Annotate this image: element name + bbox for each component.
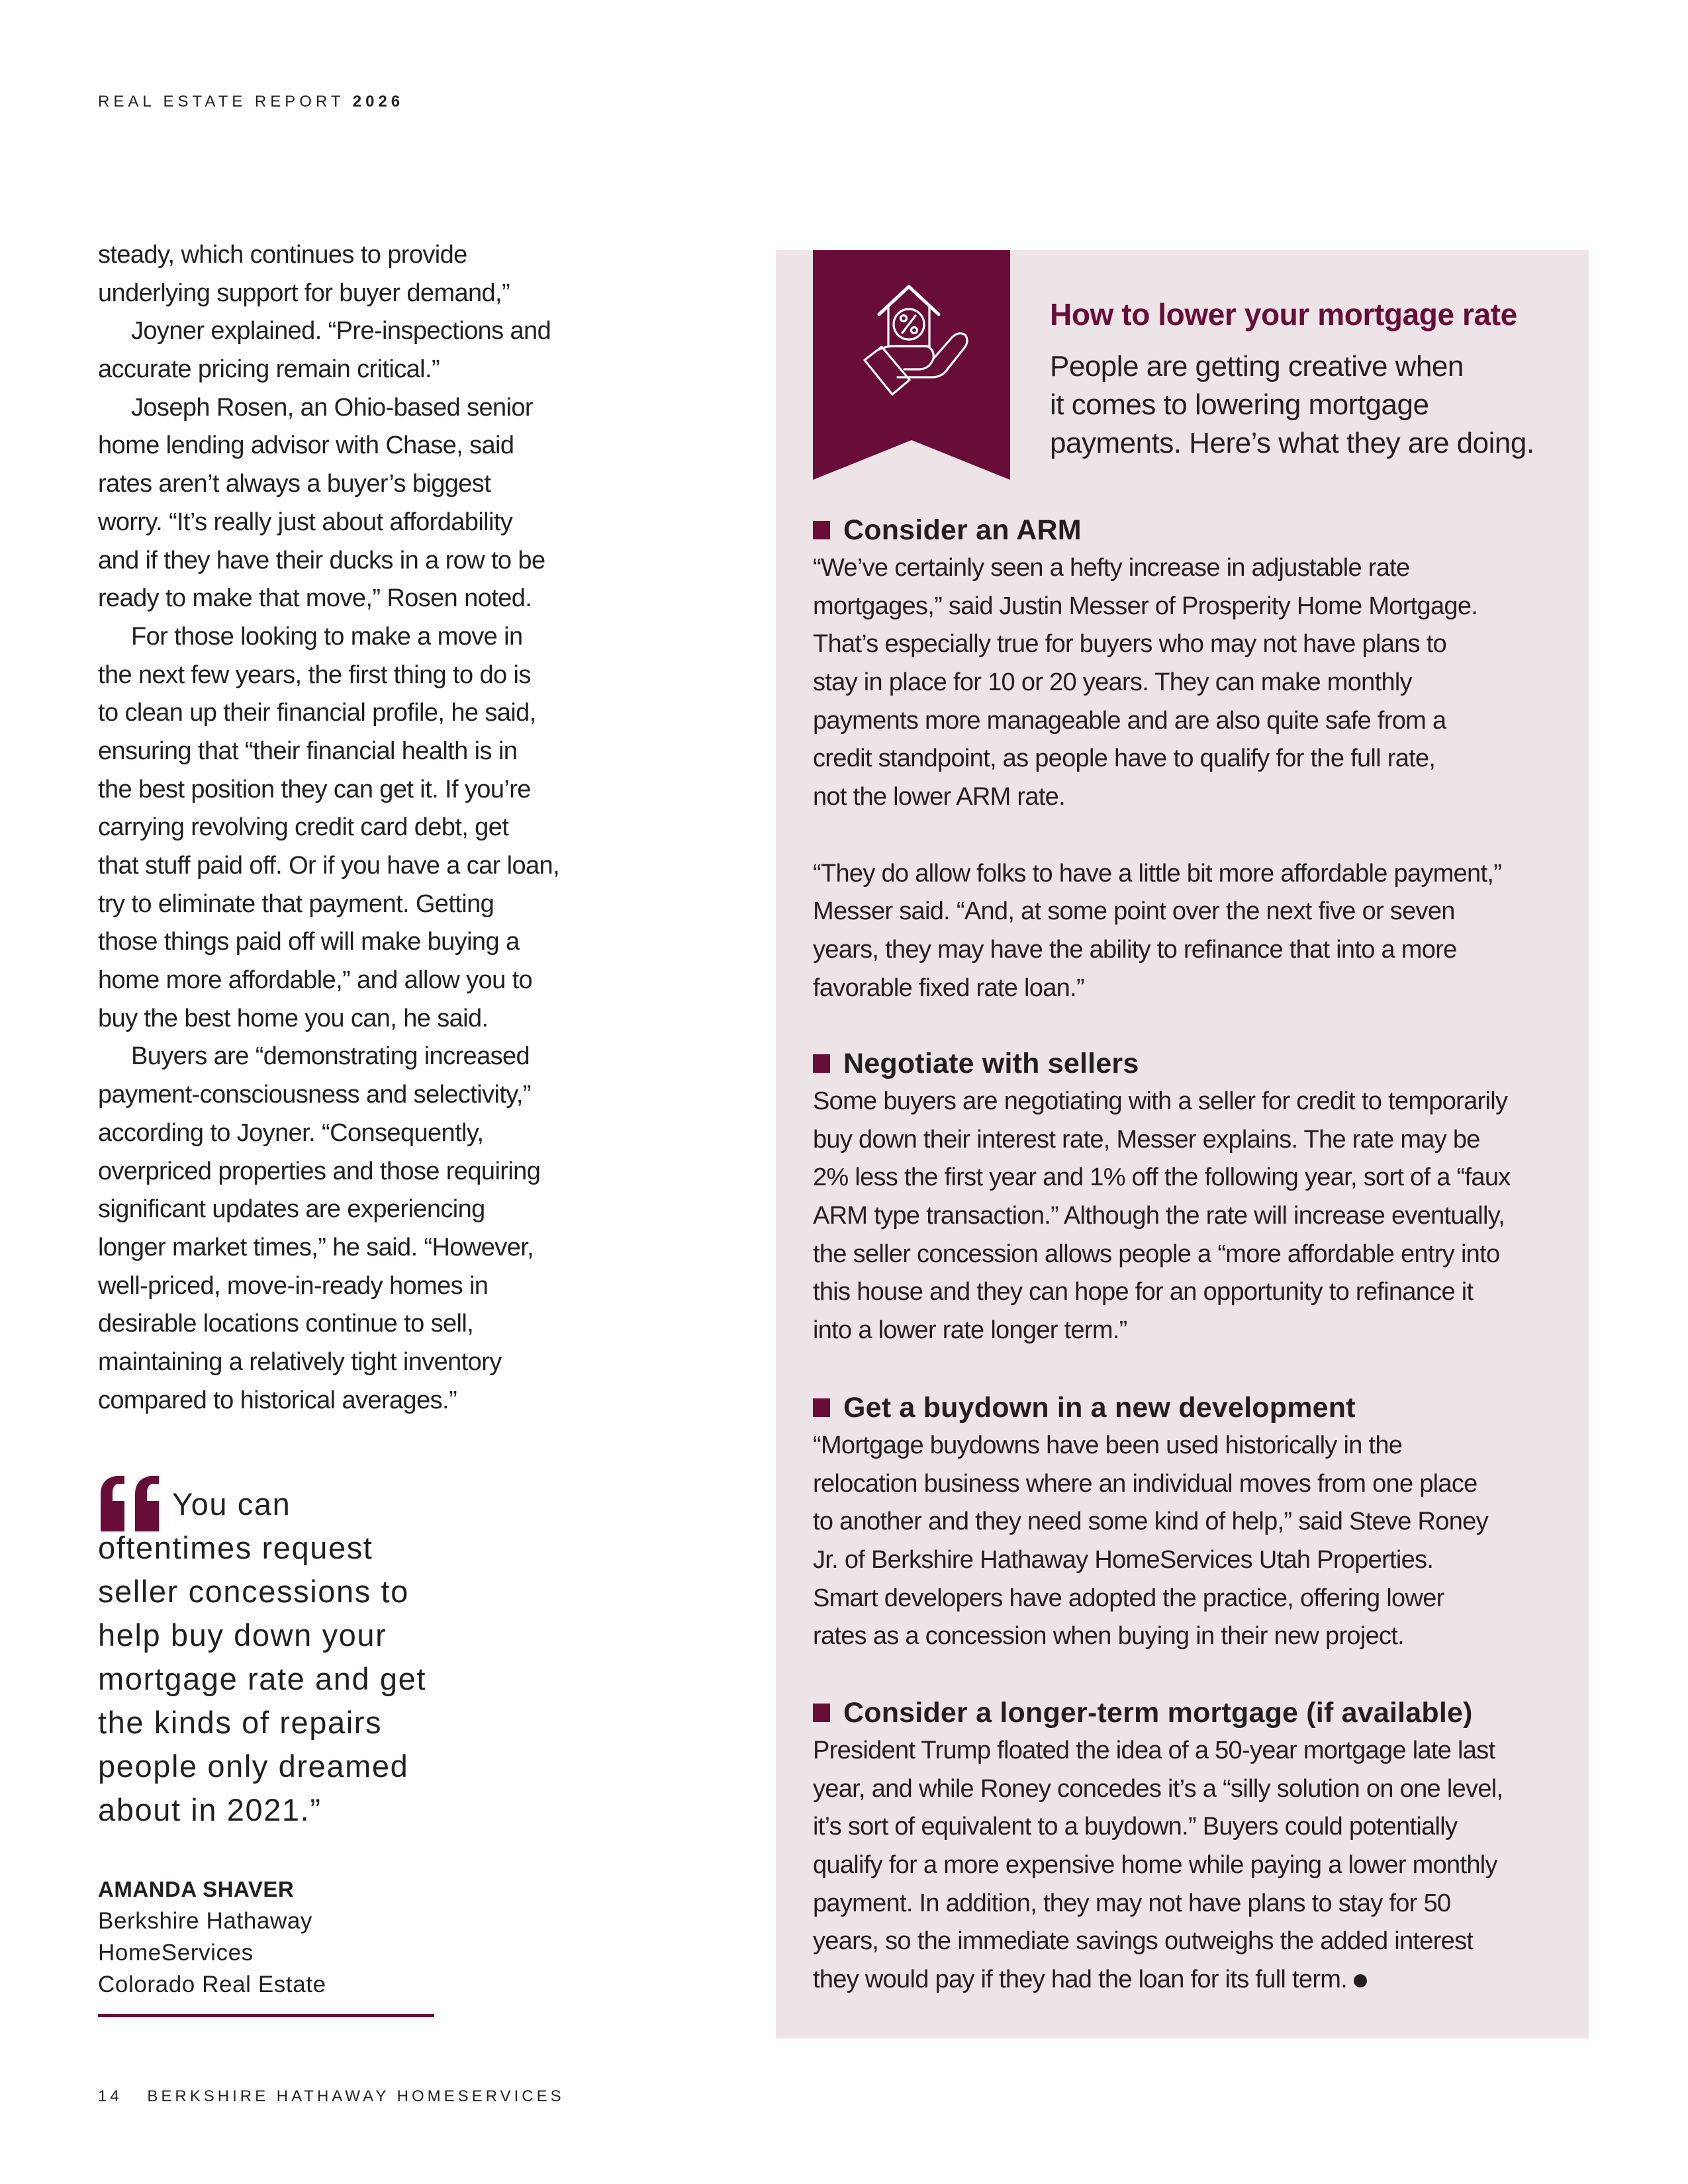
body-text-line: buy the best home you can, he said. (98, 1004, 489, 1032)
sidebar-section (813, 1694, 1503, 1999)
section-body-line: favorable fixed rate loan.” (813, 974, 1084, 1002)
section-heading-text: Consider a longer-term mortgage (if available) (843, 1697, 1473, 1729)
page-footer (98, 2087, 565, 2106)
pull-quote-line: the kinds of repairs (98, 1705, 383, 1740)
square-bullet-icon (813, 1054, 830, 1073)
body-text-line: to clean up their financial profile, he said, (98, 699, 536, 727)
section-body-line: Jr. of Berkshire Hathaway HomeServices Utah Properties. (813, 1546, 1434, 1574)
sidebar-intro-line: People are getting creative when (1050, 350, 1464, 383)
section-body-line: years, so the immediate savings outweighs the added interest (813, 1927, 1474, 1956)
section-heading (813, 1694, 1503, 1732)
sidebar-intro-line: payments. Here’s what they are doing. (1050, 427, 1534, 459)
section-body-line: 2% less the first year and 1% off the following year, sort of a “faux (813, 1163, 1511, 1192)
sidebar-intro (1050, 347, 1534, 463)
section-body-line: buy down their interest rate, Messer explains. The rate may be (813, 1125, 1480, 1154)
section-heading (813, 511, 1501, 549)
body-text-line: according to Joyner. “Consequently, (98, 1118, 484, 1147)
body-text-line: rates aren’t always a buyer’s biggest (98, 470, 491, 498)
section-body-line: rates as a concession when buying in their new project. (813, 1622, 1405, 1651)
body-text-line: and if they have their ducks in a row to be (98, 546, 545, 574)
body-text-line: ready to make that move,” Rosen noted. (98, 584, 532, 613)
section-body-line: relocation business where an individual moves from one place (813, 1469, 1477, 1498)
sidebar-title: How to lower your mortgage rate (1050, 297, 1517, 332)
body-text-line: the next few years, the first thing to do is (98, 660, 531, 689)
square-bullet-icon (813, 1704, 830, 1722)
section-body-line: credit standpoint, as people have to qualify for the full rate, (813, 745, 1436, 773)
sidebar-section (813, 1388, 1488, 1656)
section-body-line: the seller concession allows people a “more affordable entry into (813, 1240, 1500, 1268)
pull-quote-line: about in 2021.” (98, 1792, 322, 1827)
attribution-affiliation-line: Colorado Real Estate (98, 1972, 326, 1997)
section-heading (813, 1388, 1488, 1427)
section-body-line: “We’ve certainly seen a hefty increase in adjustable rate (813, 554, 1410, 582)
section-heading-text: Negotiate with sellers (843, 1048, 1139, 1079)
body-text-line: home lending advisor with Chase, said (98, 432, 514, 460)
section-body-line: to another and they need some kind of help,” said Steve Roney (813, 1508, 1488, 1536)
running-title: REAL ESTATE REPORT (98, 93, 345, 111)
section-body-line: this house and they can hope for an opportunity to refinance it (813, 1278, 1474, 1306)
section-body-line: Messer said. “And, at some point over the next five or seven (813, 897, 1455, 926)
body-text-line: the best position they can get it. If you’re (98, 775, 531, 803)
body-text-line: try to eliminate that payment. Getting (98, 889, 494, 918)
pull-quote-line: You can (172, 1486, 291, 1522)
body-text-line: desirable locations continue to sell, (98, 1310, 474, 1338)
section-body-line: it’s sort of equivalent to a buydown.” Buyers could potentially (813, 1813, 1458, 1841)
pull-quote-line: help buy down your (98, 1617, 387, 1653)
body-text-line: Joyner explained. “Pre-inspections and (131, 317, 551, 345)
ribbon-banner (813, 250, 1010, 480)
square-bullet-icon (813, 1398, 830, 1417)
publication-name: BERKSHIRE HATHAWAY HOMESERVICES (147, 2087, 565, 2105)
section-body-line: President Trump floated the idea of a 50-year mortgage late last (813, 1737, 1495, 1764)
section-heading (813, 1044, 1511, 1083)
body-text-line: accurate pricing remain critical.” (98, 355, 440, 384)
pull-quote-line: people only dreamed (98, 1749, 409, 1784)
pull-quote-line: oftentimes request (98, 1530, 373, 1565)
section-body-line: not the lower ARM rate. (813, 783, 1065, 811)
pull-quote-line: seller concessions to (98, 1574, 409, 1609)
sidebar-intro-line: it comes to lowering mortgage (1050, 388, 1429, 421)
section-body-line: Smart developers have adopted the practice, offering lower (813, 1584, 1444, 1612)
section-body-line: into a lower rate longer term.” (813, 1316, 1127, 1345)
body-text-line: home more affordable,” and allow you to (98, 966, 533, 995)
sidebar-section (813, 1044, 1511, 1350)
body-text-line: longer market times,” he said. “However, (98, 1233, 534, 1261)
body-text-line: ensuring that “their financial health is in (98, 737, 518, 765)
section-body-line: Some buyers are negotiating with a seller for credit to temporarily (813, 1087, 1508, 1115)
attribution-affiliation-line: HomeServices (98, 1940, 254, 1966)
section-body-line: payments more manageable and are also quite safe from a (813, 706, 1446, 735)
article-body-column (98, 236, 588, 1420)
square-bullet-icon (813, 521, 830, 539)
body-text-line: those things paid off will make buying a (98, 928, 520, 956)
section-body-line: qualify for a more expensive home while paying a lower monthly (813, 1851, 1497, 1880)
section-body-line: year, and while Roney concedes it’s a “silly solution on one level, (813, 1774, 1503, 1803)
body-text-line: Buyers are “demonstrating increased (131, 1042, 530, 1071)
section-body-line: years, they may have the ability to refinance that into a more (813, 935, 1457, 964)
running-header (98, 93, 404, 111)
section-body-line: they would pay if they had the loan for its full term. (813, 1961, 1503, 1999)
report-year: 2026 (352, 93, 404, 111)
paragraph-gap (813, 817, 1501, 855)
section-body-line: That’s especially true for buyers who may not have plans to (813, 630, 1447, 659)
pull-quote-attribution (98, 1873, 326, 2001)
body-text-line: maintaining a relatively tight inventory (98, 1347, 502, 1376)
section-body-line: ARM type transaction.” Although the rate will increase eventually, (813, 1202, 1505, 1230)
body-text-line: payment-consciousness and selectivity,” (98, 1081, 531, 1109)
sidebar-section (813, 511, 1501, 1007)
section-heading-text: Get a buydown in a new development (843, 1392, 1356, 1424)
body-text-line: carrying revolving credit card debt, get (98, 813, 509, 842)
body-text-line: significant updates are experiencing (98, 1195, 485, 1224)
pull-quote-divider (98, 2014, 434, 2017)
section-body-line: “Mortgage buydowns have been used historically in the (813, 1432, 1403, 1459)
body-text-line: Joseph Rosen, an Ohio-based senior (131, 393, 533, 422)
end-of-article-icon (1354, 1974, 1367, 1987)
body-text-line: steady, which continues to provide (98, 241, 467, 269)
pull-quote-line: mortgage rate and get (98, 1661, 427, 1696)
attribution-name: AMANDA SHAVER (98, 1877, 295, 1901)
section-heading-text: Consider an ARM (843, 514, 1082, 546)
body-text-line: For those looking to make a move in (131, 622, 523, 651)
page-number: 14 (98, 2087, 122, 2105)
body-text-line: that stuff paid off. Or if you have a car loan, (98, 852, 560, 880)
body-text-line: worry. “It’s really just about affordability (98, 508, 513, 536)
section-body-line: payment. In addition, they may not have plans to stay for 50 (813, 1889, 1451, 1917)
attribution-affiliation-line: Berkshire Hathaway (98, 1908, 312, 1934)
body-text-line: overpriced properties and those requiring (98, 1157, 541, 1185)
body-text-line: compared to historical averages.” (98, 1386, 457, 1414)
section-body-line: mortgages,” said Justin Messer of Prosperity Home Mortgage. (813, 592, 1478, 620)
body-text-line: underlying support for buyer demand,” (98, 279, 510, 307)
body-text-line: well-priced, move-in-ready homes in (98, 1271, 489, 1300)
section-body-line: “They do allow folks to have a little bit more affordable payment,” (813, 859, 1502, 887)
sidebar-panel (776, 250, 1589, 2038)
section-body-line: stay in place for 10 or 20 years. They can make monthly (813, 668, 1412, 697)
